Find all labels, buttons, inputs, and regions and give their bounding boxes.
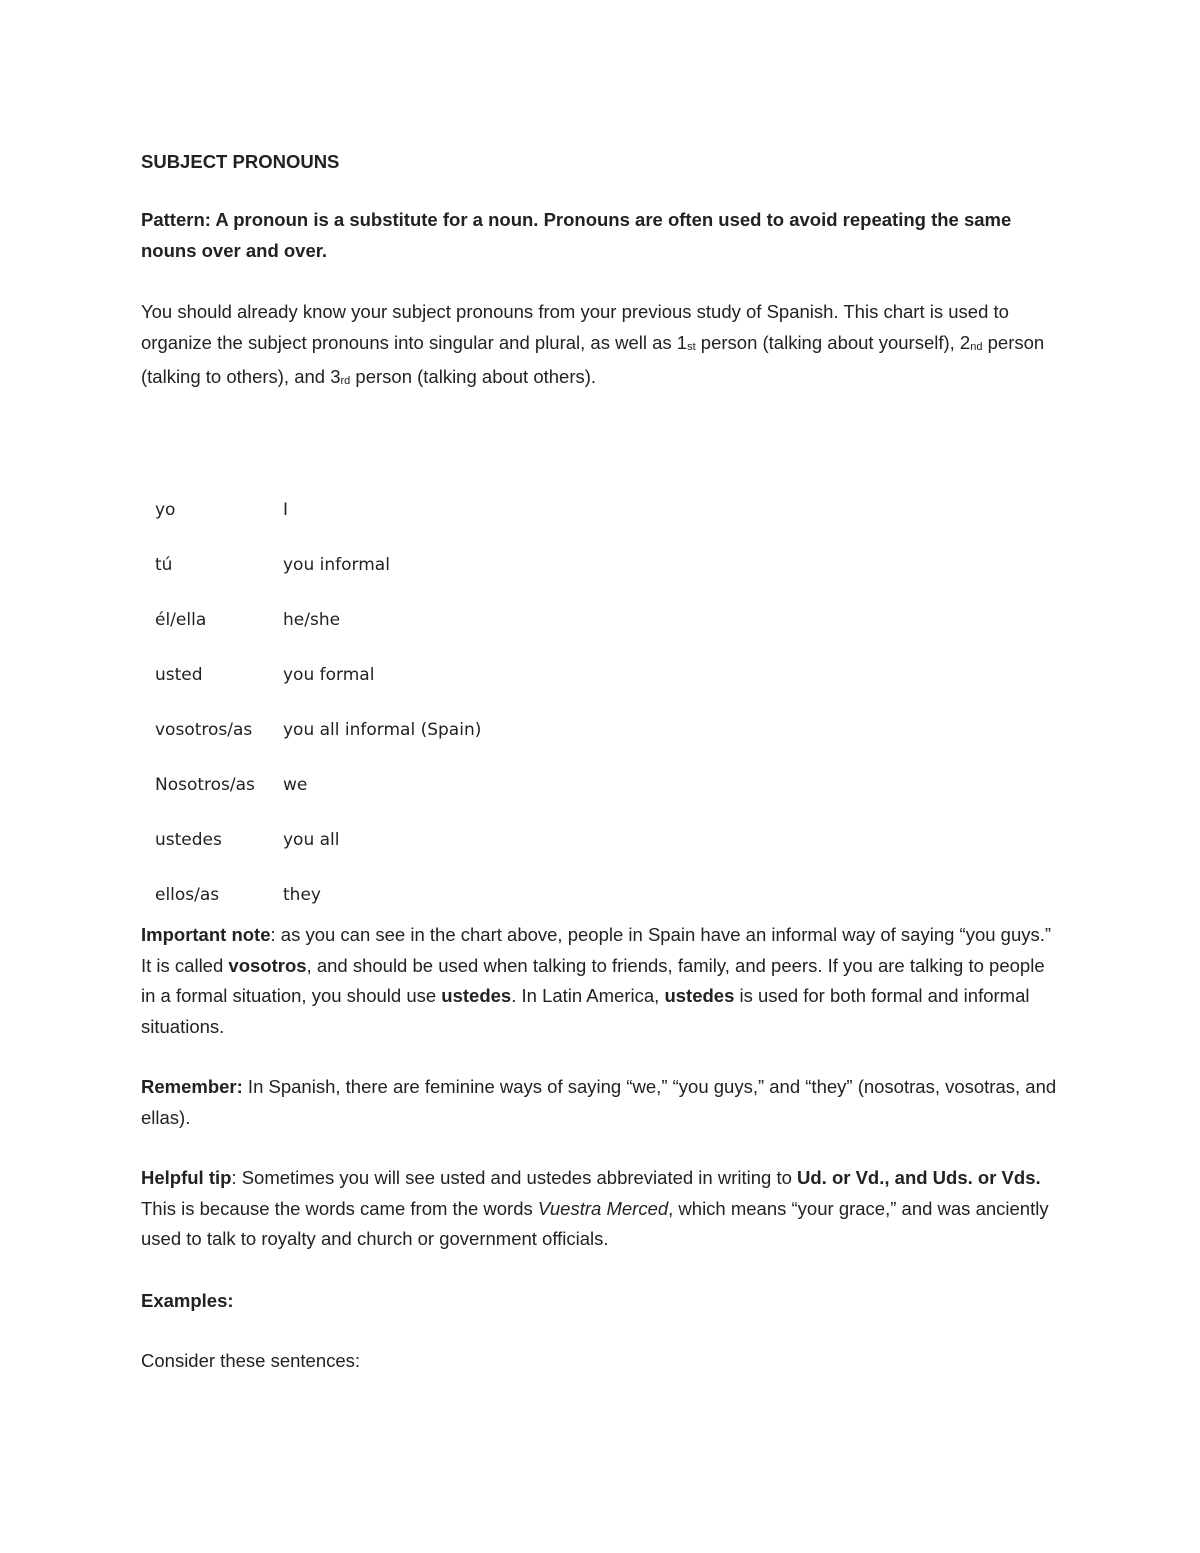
note-text-1: : as you can see in the chart above, people in Spain have an informal way of saying “you guys.” It is called [141,924,1052,976]
remember-text: In Spanish, there are feminine ways of saying “we,” “you guys,” and “they” (nosotras, vosotras, and ellas). [141,1076,1057,1128]
intro-text-1: You should already know your subject pronouns from your previous study of Spanish. This chart is used to organize the subject pronouns into singular and plural, as well as 1 [141,301,1009,353]
tip-text-3: , which means “your grace,” and was anciently used to talk to royalty and church or government officials. [141,1197,1049,1249]
remember-paragraph [141,1072,1061,1133]
tip-text-2: This is because the words came from the words [141,1197,538,1219]
tip-italic-vuestra-merced: Vuestra Merced [537,1197,669,1219]
remember-lead: Remember: [141,1076,243,1097]
pattern-lead: Pattern: [141,209,211,230]
ordinal-nd: nd [970,340,983,353]
spanish-pronoun: Nosotros/as [155,775,255,795]
intro-text-2: person (talking about yourself), 2 [695,331,971,353]
english-meaning: I [283,500,289,520]
note-text-2: , and should be used when talking to friends, family, and peers. If you are talking to people in a formal situation, you should use [141,954,1045,1006]
intro-text-4: person (talking about others). [350,366,597,387]
english-meaning: you all informal (Spain) [283,720,482,740]
english-meaning: you informal [283,555,390,575]
spanish-pronoun: ellos/as [155,885,220,905]
tip-text-1: : Sometimes you will see usted and ustedes abbreviated in writing to [231,1167,798,1188]
spanish-pronoun: él/ella [155,610,207,630]
note-text-4: is used for both formal and informal situations. [141,985,1030,1037]
english-meaning: you all [283,830,340,850]
note-bold-vosotros: vosotros [228,954,307,976]
english-meaning: they [283,885,321,905]
page-title: SUBJECT PRONOUNS [141,151,340,172]
pattern-text: A pronoun is a substitute for a noun. Pronouns are often used to avoid repeating the same nouns over and over. [141,209,1012,261]
examples-heading: Examples: [141,1290,234,1311]
note-text-3: . In Latin America, [511,985,665,1006]
pattern-paragraph [141,205,1061,266]
helpful-tip-paragraph [141,1163,1061,1255]
intro-text-3: person (talking to others), and 3 [141,331,1045,387]
note-lead: Important note [141,924,271,945]
tip-bold-abbreviations: Ud. or Vd., and Uds. or Vds. [797,1167,1041,1188]
ordinal-rd: rd [340,375,351,387]
spanish-pronoun: yo [155,500,176,520]
note-bold-ustedes: ustedes [441,985,512,1006]
spanish-pronoun: ustedes [155,830,222,850]
note-bold-ustedes-2: ustedes [664,985,735,1006]
ordinal-st: st [687,340,696,353]
spanish-pronoun: usted [155,665,203,685]
english-meaning: we [283,775,308,795]
important-note-paragraph [141,920,1061,1042]
intro-paragraph [141,297,1061,397]
spanish-pronoun: vosotros/as [155,720,253,740]
consider-text: Consider these sentences: [141,1350,361,1371]
english-meaning: you formal [283,665,375,685]
tip-lead: Helpful tip [141,1167,232,1188]
english-meaning: he/she [283,610,341,630]
spanish-pronoun: tú [155,555,173,575]
